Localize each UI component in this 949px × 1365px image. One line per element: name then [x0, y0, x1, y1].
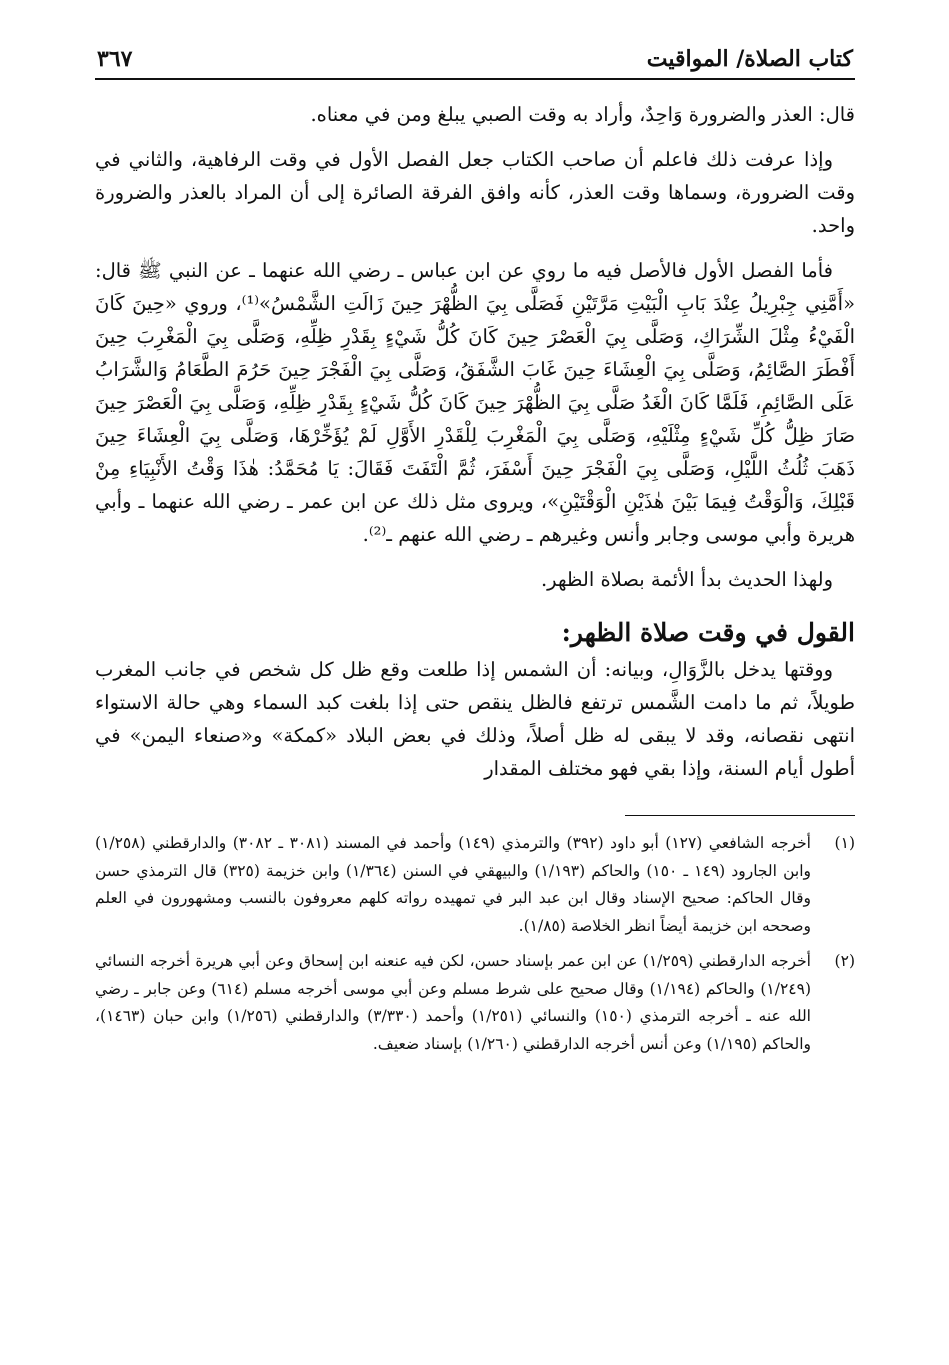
footnote-number: (١)	[834, 834, 855, 852]
paragraph-2: وإذا عرفت ذلك فاعلم أن صاحب الكتاب جعل الفصل الأول في وقت الرفاهية، والثاني في وقت الضرورة، وسماها وقت العذر، كأنه وافق الفرقة الصائرة إلى أن المراد بالعذر والضرورة واحد.	[95, 148, 855, 237]
footnote	[95, 830, 855, 940]
main-text	[95, 98, 855, 785]
book-page	[95, 38, 855, 1338]
running-title: كتاب الصلاة/ المواقيت	[646, 46, 853, 72]
section-paragraph: ووقتها يدخل بالزَّوَالِ، وبيانه: أن الشمس إذا طلعت وقع ظل كل شخص في جانب المغرب طويلاً، ثم ما دامت الشَّمس ترتفع فالظل ينقص حتى إذا بلغت كبد السماء وهي حالة الاستواء انتهى نقصانه، وقد لا يبقى له ظل أصلاً، وذلك في بعض البلاد «كمكة» و«صنعاء اليمن» في أطول أيام السنة، وإذا بقي فهو مختلف المقدار	[95, 658, 855, 780]
footnote-text: أخرجه الشافعي (١٢٧) أبو داود (٣٩٢) والترمذي (١٤٩) وأحمد في المسند (٣٠٨١ ـ ٣٠٨٢) والدارقطني (١/٢٥٨) وابن الجارود (١٤٩ ـ ١٥٠) والحاكم (١/١٩٣) والبيهقي في السنن (١/٣٦٤) وابن خزيمة (٣٢٥) قال الترمذي حسن وقال الحاكم: صحيح الإسناد وقال ابن عبد البر في تمهيده رواته كلهم معروفون بالنسب ومشهورون في العلم وصححه ابن خزيمة أيضاً انظر الخلاصة (١/٨٥).	[95, 834, 811, 935]
section-heading: القول في وقت صلاة الظهر:	[561, 618, 855, 647]
page-number: ٣٦٧	[97, 46, 133, 72]
paragraph-hadith: فأما الفصل الأول فالأصل فيه ما روي عن ابن عباس ـ رضي الله عنهما ـ عن النبي ﷺ قال: «أَمَّنِي جِبْرِيلُ عِنْدَ بَابِ الْبَيْتِ مَرَّتَيْنِ فَصَلَّى بِيَ الظُّهْرَ حِينَ زَالَتِ الشَّمْسُ»⁽¹⁾، وروي «حِينَ كَانَ الْفَيْءُ مِثْلَ الشِّرَاكِ، وَصَلَّى بِيَ الْعَصْرَ حِينَ كَانَ كُلُّ شَيْءٍ بِقَدْرِ ظِلِّهِ، وَصَلَّى بِيَ الْمَغْرِبَ حِينَ أَفْطَرَ الصَّائِمُ، وَصَلَّى بِيَ الْعِشَاءَ حِينَ غَابَ الشَّفَقُ، وَصَلَّى بِيَ الْفَجْرَ حِينَ حَرُمَ الطَّعَامُ وَالشَّرَابُ عَلَى الصَّائِمِ، فَلَمَّا كَانَ الْغَدُ صَلَّى بِيَ الظُّهْرَ حِينَ كَانَ كُلُّ شَيْءٍ بِقَدْرِ ظِلِّهِ، وَصَلَّى بِيَ الْعَصْرَ حِينَ صَارَ ظِلُّ كُلِّ شَيْءٍ مِثْلَيْهِ، وَصَلَّى بِيَ الْمَغْرِبَ لِلْقَدْرِ الأَوَّلِ لَمْ يُؤَخِّرْهَا، وَصَلَّى بِيَ الْعِشَاءَ حِينَ ذَهَبَ ثُلُثُ اللَّيْلِ، وَصَلَّى بِيَ الْفَجْرَ حِينَ أَسْفَرَ، ثُمَّ الْتَفَتَ فَقَالَ: يَا مُحَمَّدُ: هٰذَا وَقْتُ الأَنْبِيَاءِ مِنْ قَبْلِكَ، وَالْوَقْتُ فِيمَا بَيْنَ هٰذَيْنِ الْوَقْتَيْنِ»، ويروى مثل ذلك عن ابن عمر ـ رضي الله عنهما ـ وأبي هريرة وأبي موسى وجابر وأنس وغيرهم ـ رضي الله عنهم ـ⁽²⁾.	[95, 259, 855, 546]
paragraph-4: ولهذا الحديث بدأ الأئمة بصلاة الظهر.	[540, 568, 833, 591]
footnote-text: أخرجه الدارقطني (١/٢٥٩) عن ابن عمر بإسناد حسن، لكن فيه عنعنه ابن إسحاق وعن أبي هريرة أخرجه النسائي (١/٢٤٩) والحاكم (١/١٩٤) وقال صحيح على شرط مسلم وعن أبي موسى أخرجه مسلم (٦١٤) وعن جابر ـ رضي الله عنه ـ أخرجه الترمذي (١٥٠) والنسائي (١/٢٥١) وأحمد (٣/٣٣٠) والدارقطني (١/٢٥٦) وابن حبان (١٤٦٣)، والحاكم (١/١٩٥) وعن أنس أخرجه الدارقطني (١/٢٦٠) بإسناد ضعيف.	[95, 952, 811, 1053]
page-header	[95, 38, 855, 80]
footnote	[95, 948, 855, 1058]
footnote-number: (٢)	[834, 952, 855, 970]
footnotes	[95, 830, 855, 1058]
paragraph-1: قال: العذر والضرورة وَاحِدٌ، وأراد به وقت الصبي يبلغ ومن في معناه.	[310, 103, 855, 126]
footnote-divider	[625, 815, 855, 816]
